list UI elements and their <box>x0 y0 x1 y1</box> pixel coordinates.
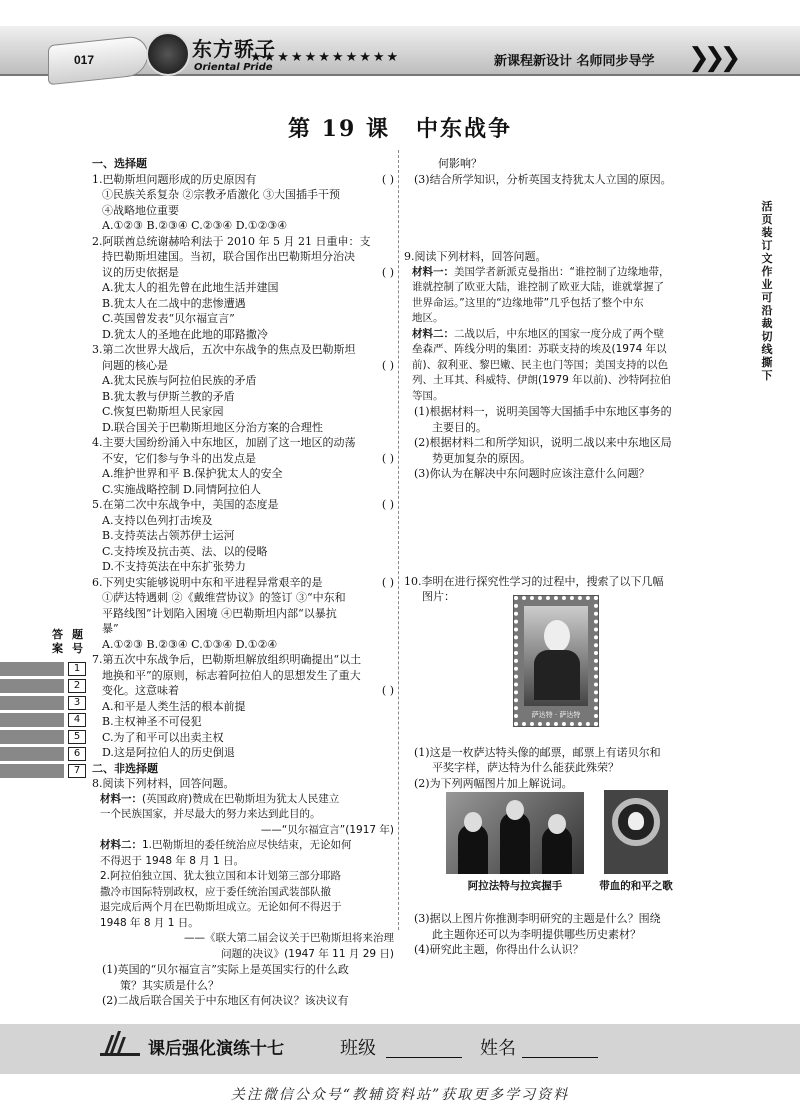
handshake-caption: 阿拉法特与拉宾握手 <box>467 880 563 892</box>
q3-stem-2: 问题的核心是 <box>102 358 168 372</box>
q2-stem-2: 持巴勒斯坦建国。当初，联合国作出巴勒斯坦分治决 <box>102 250 355 263</box>
q9-material-1-4: 地区。 <box>412 312 444 324</box>
question-4 <box>92 435 394 497</box>
question-number: 4 <box>68 713 86 727</box>
q2-stem-3: 议的历史依据是 <box>102 265 179 279</box>
class-label: 班级 <box>340 1038 376 1059</box>
q8-sub-1: (1)英国的“贝尔福宣言”实际上是英国实行的什么政 <box>102 963 349 976</box>
q9-material-2-4: 列、土耳其、科威特、伊朗(1979 年以前)、沙特阿拉伯 <box>412 374 671 386</box>
answer-row <box>0 745 88 762</box>
q1-answer-paren: ( ) <box>381 172 394 186</box>
peace-song-photo <box>604 790 668 874</box>
stamp-body <box>534 650 580 700</box>
q9-intro: 9.阅读下列材料，回答问题。 <box>404 250 547 263</box>
question-number: 1 <box>68 662 86 676</box>
q4-stem: 4.主要大国纷纷涌入中东地区，加剧了这一地区的动荡 <box>92 436 356 449</box>
answer-row <box>0 660 88 677</box>
lesson-number: 第 19 课 <box>288 116 390 142</box>
q9-material-2-2: 垒森严、阵线分明的集团：苏联支持的埃及(1974 年以 <box>412 343 667 355</box>
q4-stem-2: 不安，它们参与争斗的出发点是 <box>102 451 256 465</box>
question-number: 5 <box>68 730 86 744</box>
answer-row <box>0 762 88 779</box>
class-field[interactable] <box>386 1057 462 1058</box>
name-field[interactable] <box>522 1057 598 1058</box>
q1-options: ①民族关系复杂 ②宗教矛盾激化 ③大国插手干预 <box>102 188 340 201</box>
q9-sub-3: (3)你认为在解决中东问题时应该注意什么问题？ <box>414 467 650 480</box>
q9-material-1-label: 材料一： <box>412 265 454 278</box>
photo-person <box>500 812 530 874</box>
q6-items-2: 平路线图”计划陷入困境 ④巴勒斯坦内部“以暴抗 <box>102 606 337 620</box>
peace-song-caption: 带血的和平之歌 <box>599 880 673 892</box>
q8-material-1-label: 材料一： <box>100 792 142 805</box>
book-icon <box>100 1030 140 1056</box>
q8-sub-2: (2)二战后联合国关于中东地区有何决议？该决议有 <box>102 994 349 1007</box>
margin-note: 活页装订 文作业可沿裁切线撕下 <box>761 200 773 382</box>
answer-field[interactable] <box>0 696 64 710</box>
footer-title: 课后强化演练十七 <box>148 1039 284 1059</box>
q3-answer-paren: ( ) <box>381 358 394 372</box>
stamp-caption: 萨达特 · 萨达特 <box>531 711 581 719</box>
q5-answer-paren: ( ) <box>381 498 394 511</box>
q2-option-c: C.英国曾发表“贝尔福宣言” <box>102 312 235 325</box>
q10-stem-2: 图片： <box>422 590 455 603</box>
q5-stem: 5.在第二次中东战争中，美国的态度是 <box>92 498 279 511</box>
brand-logo-icon <box>146 32 190 76</box>
stamp-face <box>544 620 570 652</box>
section-choice: 一、选择题 <box>92 157 147 170</box>
q9-material-1-2: 谁就控制了欧亚大陆，谁控制了欧亚大陆，谁就掌握了 <box>412 281 664 293</box>
q3-option-b: B.犹太教与伊斯兰教的矛盾 <box>102 389 235 403</box>
q9-material-2-5: 等国。 <box>412 389 444 402</box>
q6-choices: A.①②③ B.②③④ C.①③④ D.①②④ <box>102 637 278 651</box>
q5-option-b: B.支持英法占领苏伊士运河 <box>102 529 235 542</box>
q3-option-c: C.恢复巴勒斯坦人民家园 <box>102 405 224 418</box>
q8-material-2-source: ——《联大第二届会议关于巴勒斯坦将来治理 <box>184 932 394 944</box>
question-8 <box>92 776 394 1009</box>
question-9 <box>404 249 704 482</box>
q9-material-2-label: 材料二： <box>412 327 454 340</box>
stamp-portrait <box>524 606 588 706</box>
photo-head <box>464 812 482 832</box>
q9-material-1: 美国学者新派克曼指出：“谁控制了边缘地带， <box>454 265 670 278</box>
q8-material-2-3: 2.阿拉伯独立国、犹太独立国和本计划第三部分耶路 <box>100 870 342 882</box>
q7-stem-3: 变化。这意味着 <box>102 684 179 697</box>
q8-material-1-source: ——“贝尔福宣言”(1917 年) <box>260 823 394 836</box>
q8-intro: 8.阅读下列材料，回答问题。 <box>92 777 235 790</box>
answer-row <box>0 711 88 728</box>
answer-field[interactable] <box>0 713 64 727</box>
q10-sub-1-2: 平奖字样，萨达特为什么能获此殊荣？ <box>432 761 619 774</box>
q3-stem: 3.第二次世界大战后，五次中东战争的焦点及巴勒斯坦 <box>92 343 356 356</box>
q4-options-ab: A.维护世界和平 B.保护犹太人的安全 <box>102 467 283 480</box>
question-2 <box>92 234 394 343</box>
q10-stem: 10.李明在进行探究性学习的过程中，搜索了以下几幅 <box>404 574 664 588</box>
q9-material-2: 二战以后，中东地区的国家一度分成了两个壁 <box>454 327 664 340</box>
q2-answer-paren: ( ) <box>381 265 394 279</box>
answer-field[interactable] <box>0 730 64 744</box>
answer-field[interactable] <box>0 747 64 761</box>
q5-option-a: A.支持以色列打击埃及 <box>102 513 213 527</box>
question-7 <box>92 652 394 761</box>
photo-head <box>506 800 524 820</box>
q7-stem-2: 地换和平”的原则，标志着阿拉伯人的思想发生了重大 <box>102 668 361 682</box>
q1-choices: A.①②③ B.②③④ C.②③④ D.①②③④ <box>102 219 288 232</box>
question-number: 6 <box>68 747 86 761</box>
q9-sub-1: (1)根据材料一，说明美国等大国插手中东地区事务的 <box>414 405 672 418</box>
q7-option-b: B.主权神圣不可侵犯 <box>102 715 202 728</box>
name-label: 姓名 <box>480 1038 516 1059</box>
q7-stem: 7.第五次中东战争后，巴勒斯坦解放组织明确提出“以土 <box>92 653 362 666</box>
q4-answer-paren: ( ) <box>381 451 394 465</box>
q8-sub-3: (3)结合所学知识，分析英国支持犹太人立国的原因。 <box>414 172 672 186</box>
q3-option-a: A.犹太民族与阿拉伯民族的矛盾 <box>102 374 257 387</box>
answer-row <box>0 694 88 711</box>
q2-option-a: A.犹太人的祖先曾在此地生活并建国 <box>102 281 279 294</box>
section-nonchoice: 二、非选择题 <box>92 761 158 775</box>
q10-sub-3: (3)据以上图片你推测李明研究的主题是什么？围绕 <box>414 912 661 925</box>
q7-option-c: C.为了和平可以出卖主权 <box>102 730 224 744</box>
answer-table <box>0 660 88 779</box>
question-6 <box>92 575 394 653</box>
dove-icon <box>628 812 644 830</box>
q9-material-2-3: 前)、叙利亚、黎巴嫩、民主也门等国；美国支持的以色 <box>412 358 669 371</box>
column-divider <box>398 150 399 930</box>
q8-sub-2-2: 何影响？ <box>438 157 482 170</box>
q8-material-2: 1.巴勒斯坦的委任统治应尽快结束，无论如何 <box>142 839 352 851</box>
q2-option-d: D.犹太人的圣地在此地的耶路撒冷 <box>102 327 268 341</box>
q1-stem: 1.巴勒斯坦问题形成的历史原因有 <box>92 172 257 186</box>
answer-field[interactable] <box>0 764 64 778</box>
q2-option-b: B.犹太人在二战中的悲惨遭遇 <box>102 296 246 310</box>
q6-items: ①萨达特遇刺 ②《戴维营协议》的签订 ③“中东和 <box>102 591 346 604</box>
answer-header-1: 答案 <box>52 628 63 655</box>
q8-material-2-4: 撒冷市国际特别政权，应于委任统治国武装部队撤 <box>100 885 331 898</box>
q6-answer-paren: ( ) <box>381 575 394 589</box>
question-number: 3 <box>68 696 86 710</box>
q5-option-c: C.支持埃及抗击英、法、以的侵略 <box>102 544 268 558</box>
header-slogan: 新课程新设计 名师同步导学 <box>494 54 655 69</box>
page-number: 017 <box>74 53 95 67</box>
q2-stem: 2.阿联酋总统谢赫哈利法于 2010 年 5 月 21 日重申：支 <box>92 234 371 248</box>
answer-row <box>0 728 88 745</box>
left-column <box>92 156 394 1009</box>
page-header <box>0 0 800 100</box>
q5-option-d: D.不支持英法在中东扩张势力 <box>102 560 246 573</box>
q9-material-1-3: 世界命运。”这里的“边缘地带”几乎包括了整个中东 <box>412 296 644 309</box>
chevron-right-icon: ❯❯❯ <box>688 43 736 73</box>
brand-name: 东方骄子 <box>192 37 276 61</box>
question-number: 2 <box>68 679 86 693</box>
q10-sub-4: (4)研究此主题，你得出什么认识？ <box>414 943 584 956</box>
q8-material-2-5: 退完成后两个月在巴勒斯坦成立。无论如何不得迟于 <box>100 901 342 913</box>
lesson-topic: 中东战争 <box>415 116 512 142</box>
handshake-photo <box>446 792 584 874</box>
q8-material-1-2: 一个民族国家，并尽最大的努力来达到此目的。 <box>100 808 321 820</box>
header-stars: ★★★★★★★★★★★ <box>250 50 401 65</box>
photo-head <box>548 814 566 834</box>
watermark: 关注微信公众号“教辅资料站”获取更多学习资料 <box>230 1087 570 1103</box>
question-3 <box>92 342 394 435</box>
q8-material-1: (英国政府)赞成在巴勒斯坦为犹太人民建立 <box>142 792 340 805</box>
q7-option-d: D.这是阿拉伯人的历史倒退 <box>102 746 235 759</box>
q6-items-3: 暴” <box>102 622 119 635</box>
brand-subtitle: Oriental Pride <box>194 62 273 73</box>
q10-sub-2: (2)为下列两幅图片加上解说词。 <box>414 776 573 790</box>
q8-material-2-label: 材料二： <box>100 839 142 851</box>
q10-sub-3-2: 此主题你还可以为李明提供哪些历史素材？ <box>432 927 641 941</box>
q9-sub-2: (2)根据材料二和所学知识，说明二战以来中东地区局 <box>414 436 672 449</box>
q1-options-2: ④战略地位重要 <box>102 203 179 217</box>
answer-row <box>0 677 88 694</box>
q8-material-2-2: 不得迟于 1948 年 8 月 1 日。 <box>100 854 245 867</box>
q7-answer-paren: ( ) <box>381 684 394 697</box>
q10-sub-1: (1)这是一枚萨达特头像的邮票，邮票上有诺贝尔和 <box>414 745 661 759</box>
q4-options-cd: C.实施战略控制 D.同情阿拉伯人 <box>102 482 261 496</box>
lesson-title <box>0 112 800 143</box>
sadat-stamp-image <box>514 596 598 726</box>
question-number: 7 <box>68 764 86 778</box>
q8-material-2-6: 1948 年 8 月 1 日。 <box>100 916 199 929</box>
question-5 <box>92 497 394 575</box>
question-1 <box>92 172 394 234</box>
answer-field[interactable] <box>0 679 64 693</box>
q8-material-2-source-2: 问题的决议》(1947 年 11 月 29 日) <box>221 947 394 960</box>
q7-option-a: A.和平是人类生活的根本前提 <box>102 699 246 713</box>
answer-field[interactable] <box>0 662 64 676</box>
q6-stem: 6.下列史实能够说明中东和平进程异常艰辛的是 <box>92 575 323 589</box>
answer-header-2: 题号 <box>72 628 83 655</box>
q9-sub-1-2: 主要目的。 <box>432 420 487 434</box>
q8-sub-1-2: 策？其实质是什么？ <box>120 978 219 992</box>
q9-sub-2-2: 势更加复杂的原因。 <box>432 451 531 465</box>
q3-option-d: D.联合国关于巴勒斯坦地区分治方案的合理性 <box>102 420 323 434</box>
